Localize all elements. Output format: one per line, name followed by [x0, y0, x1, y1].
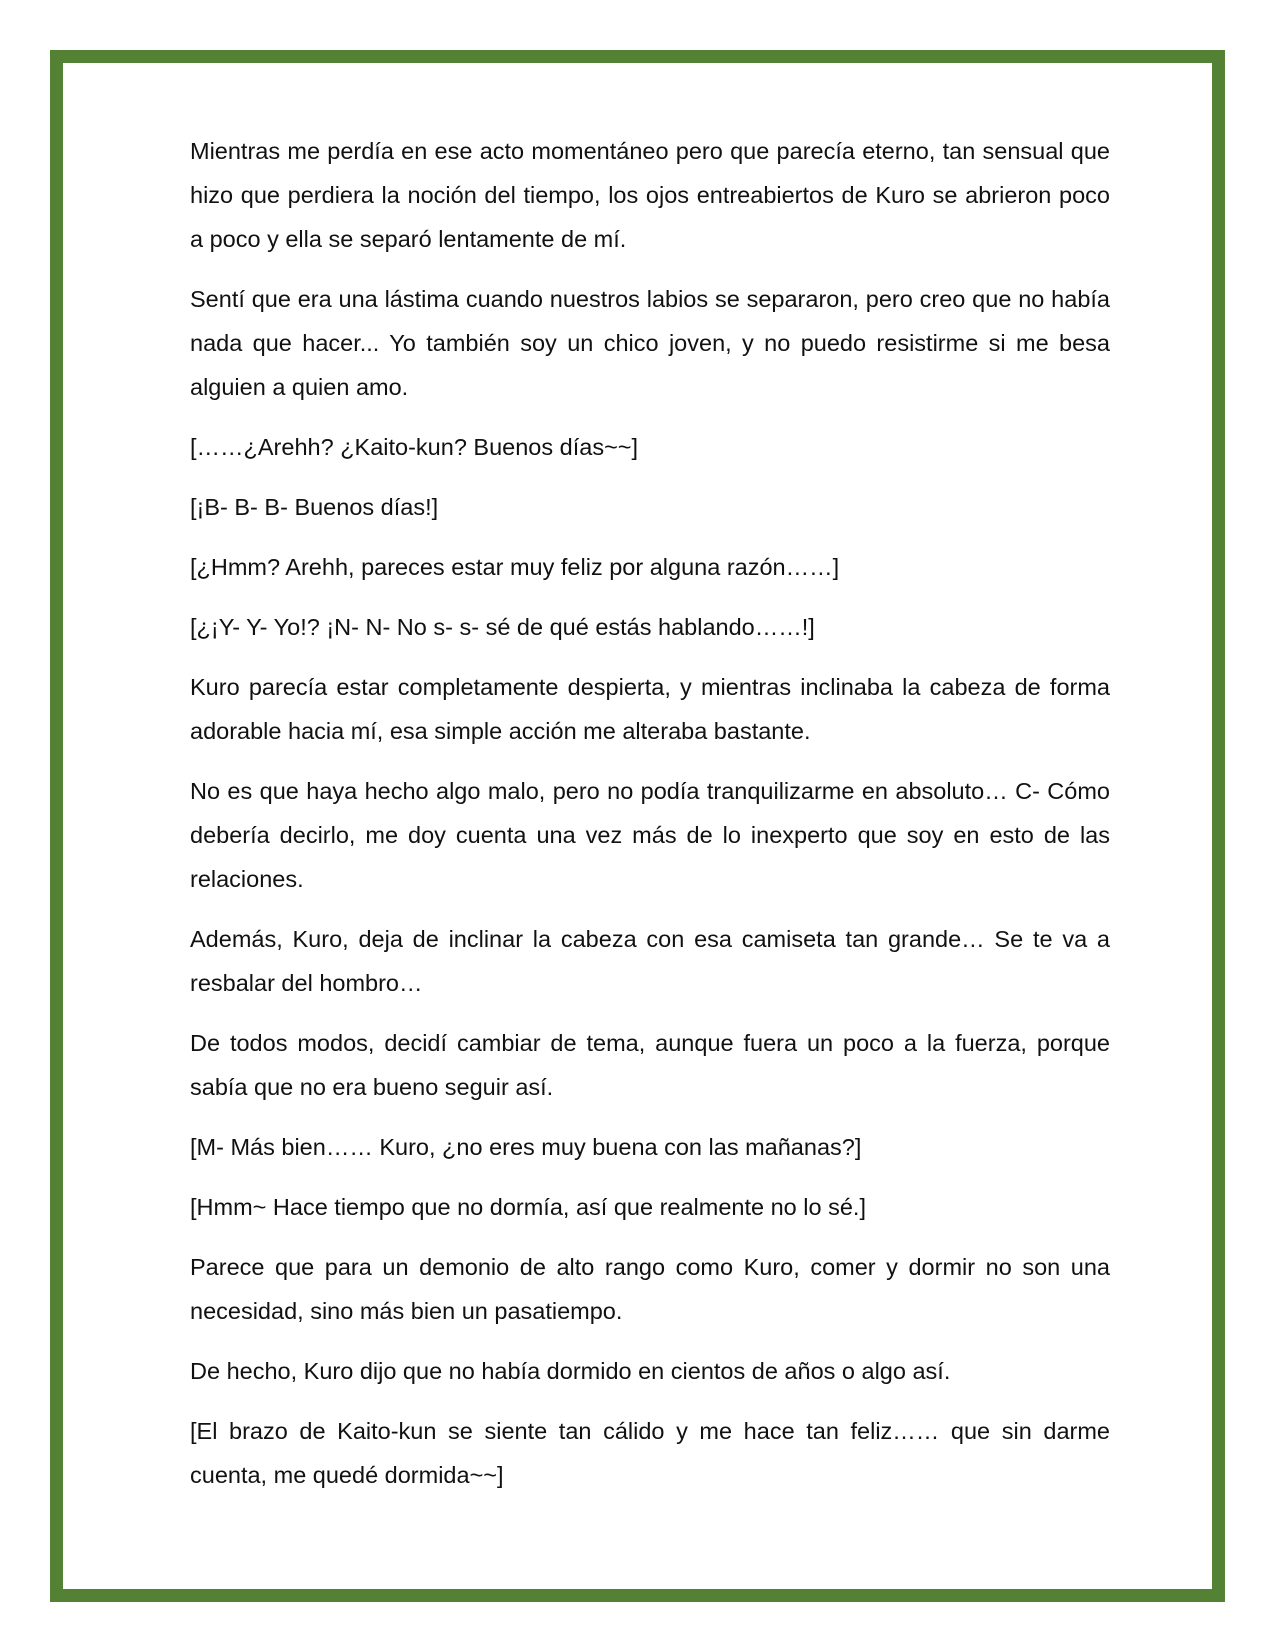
paragraph-6: De todos modos, decidí cambiar de tema, aunque fuera un poco a la fuerza, porque sabía que no era bueno seguir así.	[190, 1030, 1110, 1100]
dialogue-line-4: [¿¡Y- Y- Yo!? ¡N- N- No s- s- sé de qué estás hablando……!]	[190, 614, 815, 640]
dialogue-line-1: [……¿Arehh? ¿Kaito-kun? Buenos días~~]	[190, 434, 639, 460]
dialogue-line-6: [Hmm~ Hace tiempo que no dormía, así que realmente no lo sé.]	[190, 1194, 866, 1220]
page-frame	[50, 50, 1225, 1602]
paragraph-3: Kuro parecía estar completamente despierta, y mientras inclinaba la cabeza de forma adorable hacia mí, esa simple acción me alteraba bastante.	[190, 674, 1110, 744]
dialogue-line-5: [M- Más bien…… Kuro, ¿no eres muy buena con las mañanas?]	[190, 1134, 862, 1160]
paragraph-1: Mientras me perdía en ese acto momentáneo pero que parecía eterno, tan sensual que hizo que perdiera la noción del tiempo, los ojos entreabiertos de Kuro se abrieron poco a poco y ella se separó lentamente de mí.	[190, 138, 1110, 252]
paragraph-5: Además, Kuro, deja de inclinar la cabeza con esa camiseta tan grande… Se te va a resbalar del hombro…	[190, 926, 1110, 996]
paragraph-2: Sentí que era una lástima cuando nuestros labios se separaron, pero creo que no había nada que hacer... Yo también soy un chico joven, y no puedo resistirme si me besa alguien a quien amo.	[190, 286, 1110, 400]
paragraph-8: De hecho, Kuro dijo que no había dormido en cientos de años o algo así.	[190, 1358, 951, 1384]
dialogue-line-2: [¡B- B- B- Buenos días!]	[190, 494, 439, 520]
dialogue-line-3: [¿Hmm? Arehh, pareces estar muy feliz por alguna razón……]	[190, 554, 840, 580]
dialogue-line-7: [El brazo de Kaito-kun se siente tan cálido y me hace tan feliz…… que sin darme cuenta, me quedé dormida~~]	[190, 1418, 1110, 1488]
paragraph-4: No es que haya hecho algo malo, pero no podía tranquilizarme en absoluto… C- Cómo debería decirlo, me doy cuenta una vez más de lo inexperto que soy en esto de las relaciones.	[190, 778, 1110, 892]
document-body	[190, 129, 1110, 1513]
paragraph-7: Parece que para un demonio de alto rango como Kuro, comer y dormir no son una necesidad, sino más bien un pasatiempo.	[190, 1254, 1110, 1324]
